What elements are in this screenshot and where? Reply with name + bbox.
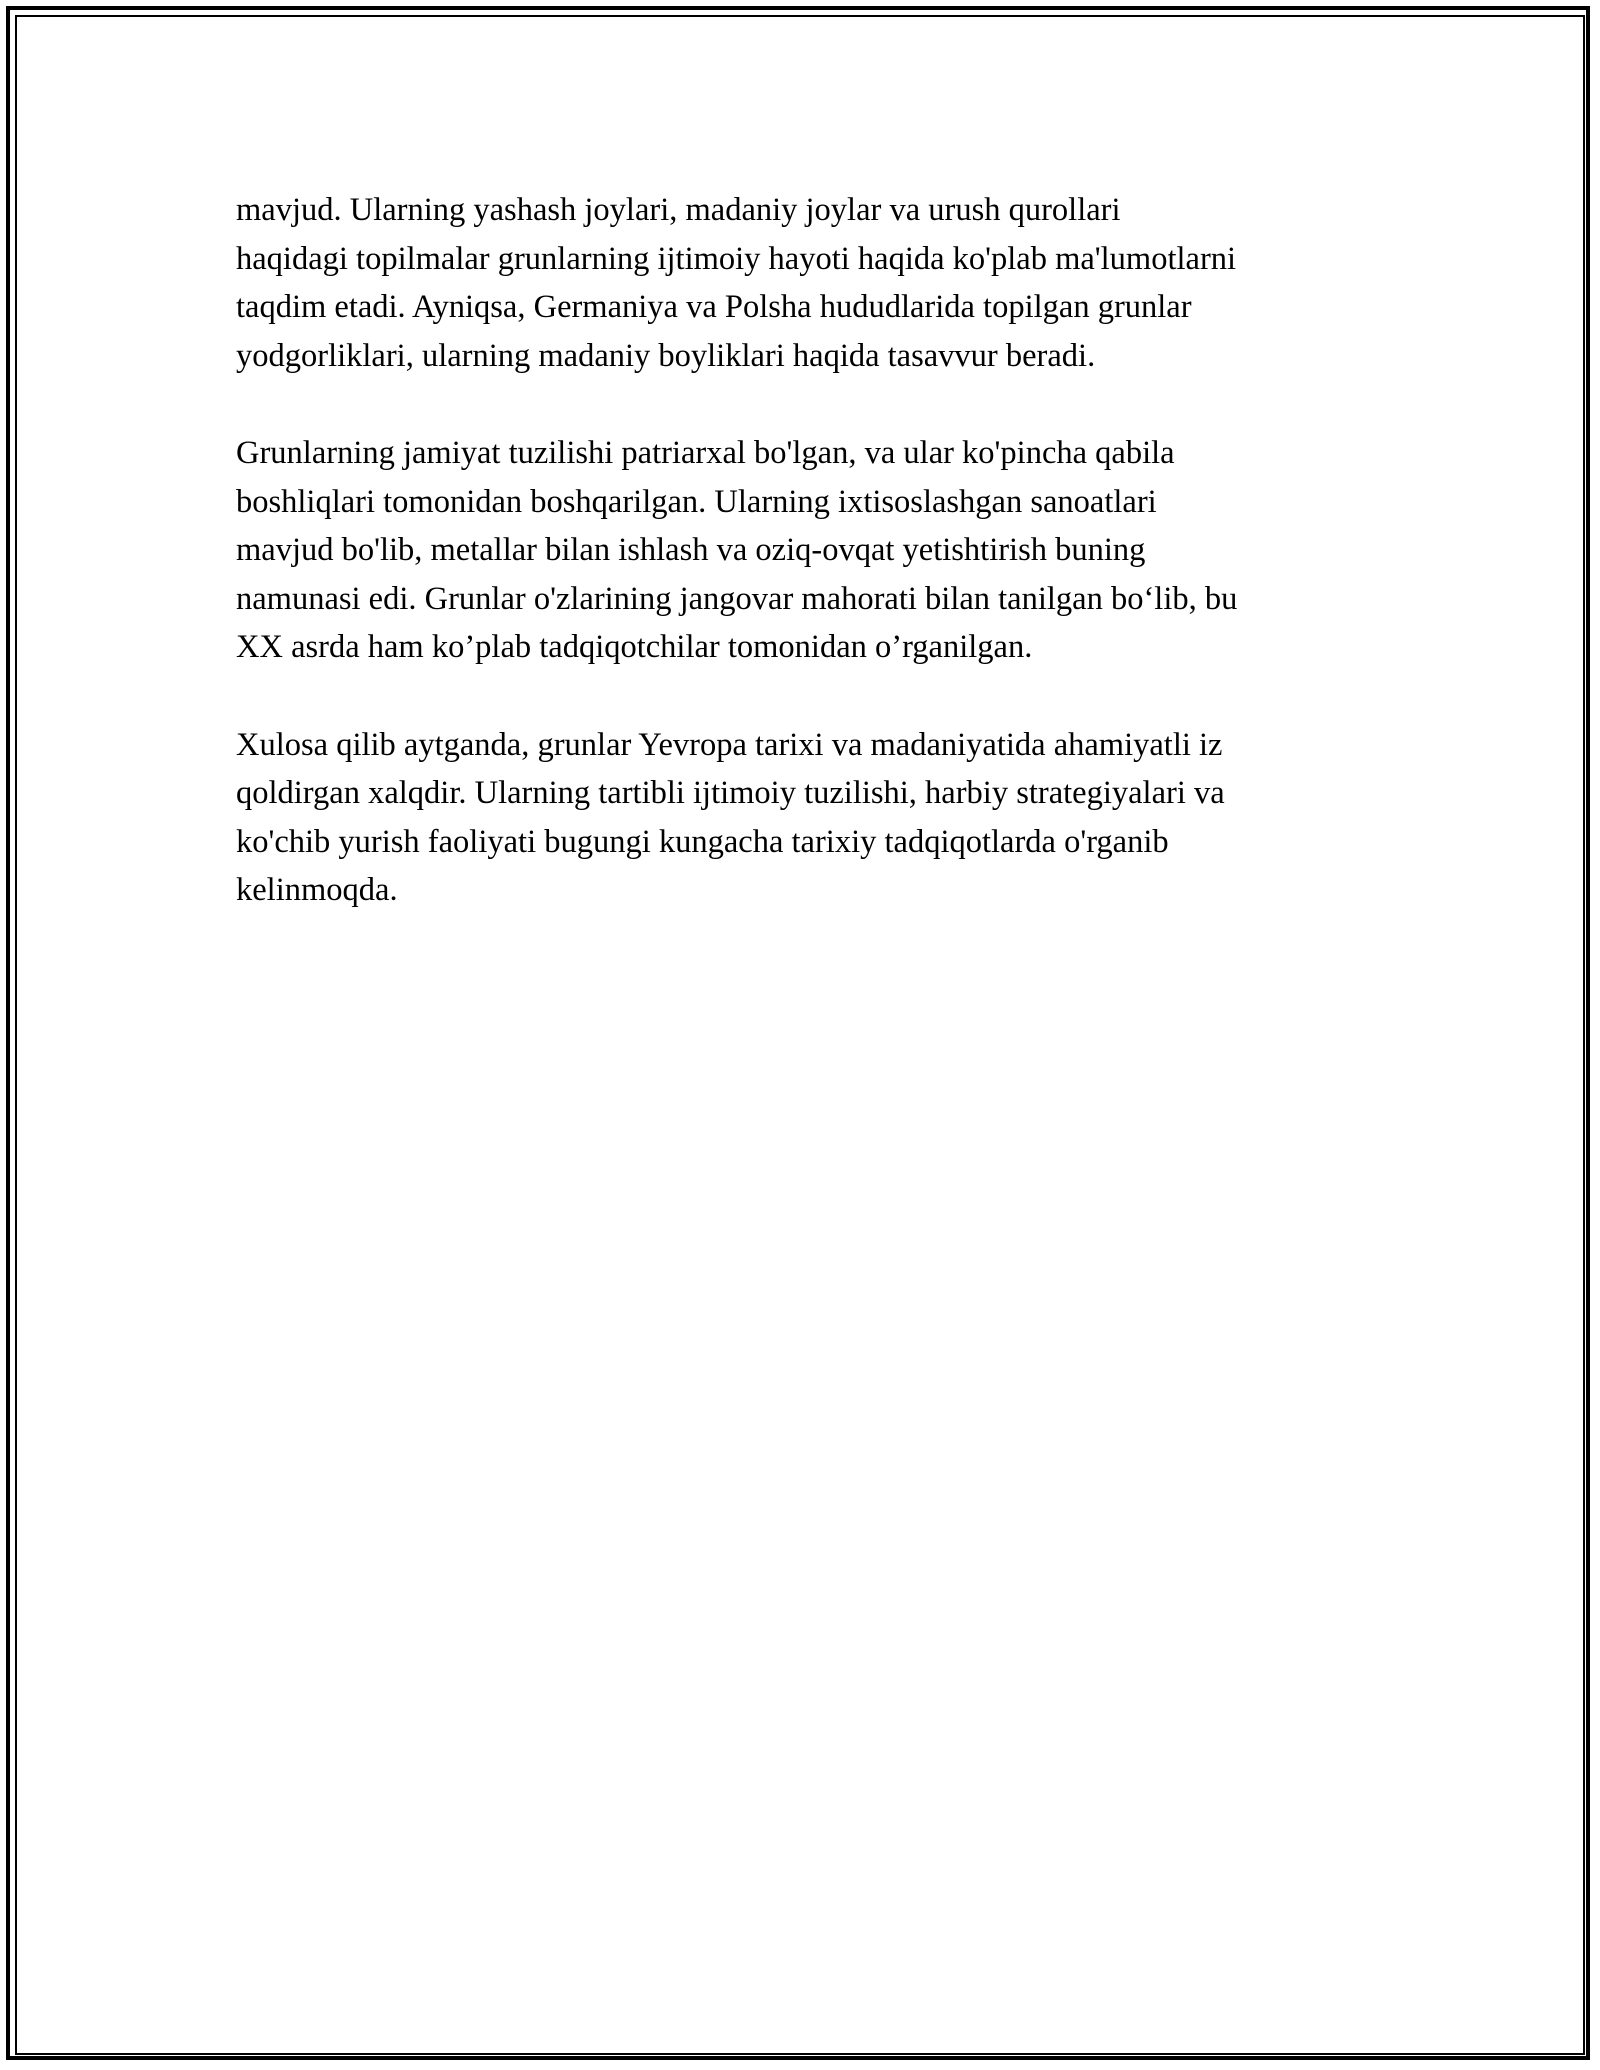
paragraph-1 (236, 186, 1426, 380)
text-line: Xulosa qilib aytganda, grunlar Yevropa tarixi va madaniyatida ahamiyatli iz (236, 726, 1223, 763)
document-body (236, 186, 1426, 964)
text-line: kelinmoqda. (236, 872, 398, 909)
text-line: taqdim etadi. Ayniqsa, Germaniya va Polsha hududlarida topilgan grunlar (236, 289, 1192, 326)
text-line: XX asrda ham ko’plab tadqiqotchilar tomonidan o’rganilgan. (236, 629, 1033, 666)
text-line: ko'chib yurish faoliyati bugungi kungacha tarixiy tadqiqotlarda o'rganib (236, 823, 1169, 860)
text-line: Grunlarning jamiyat tuzilishi patriarxal bo'lgan, va ular ko'pincha qabila (236, 434, 1175, 471)
text-line: mavjud. Ularning yashash joylari, madaniy joylar va urush qurollari (236, 192, 1121, 228)
text-line: mavjud bo'lib, metallar bilan ishlash va oziq-ovqat yetishtirish buning (236, 532, 1146, 569)
text-line: boshliqlari tomonidan boshqarilgan. Ularning ixtisoslashgan sanoatlari (236, 483, 1157, 520)
text-line: qoldirgan xalqdir. Ularning tartibli ijtimoiy tuzilishi, harbiy strategiyalari va (236, 775, 1225, 812)
paragraph-2 (236, 429, 1426, 672)
paragraph-3 (236, 721, 1426, 915)
text-line: yodgorliklari, ularning madaniy boyliklari haqida tasavvur beradi. (236, 337, 1096, 374)
text-line: haqidagi topilmalar grunlarning ijtimoiy hayoti haqida ko'plab ma'lumotlarni (236, 240, 1237, 277)
text-line: namunasi edi. Grunlar o'zlarining jangovar mahorati bilan tanilgan bo‘lib, bu (236, 580, 1238, 617)
